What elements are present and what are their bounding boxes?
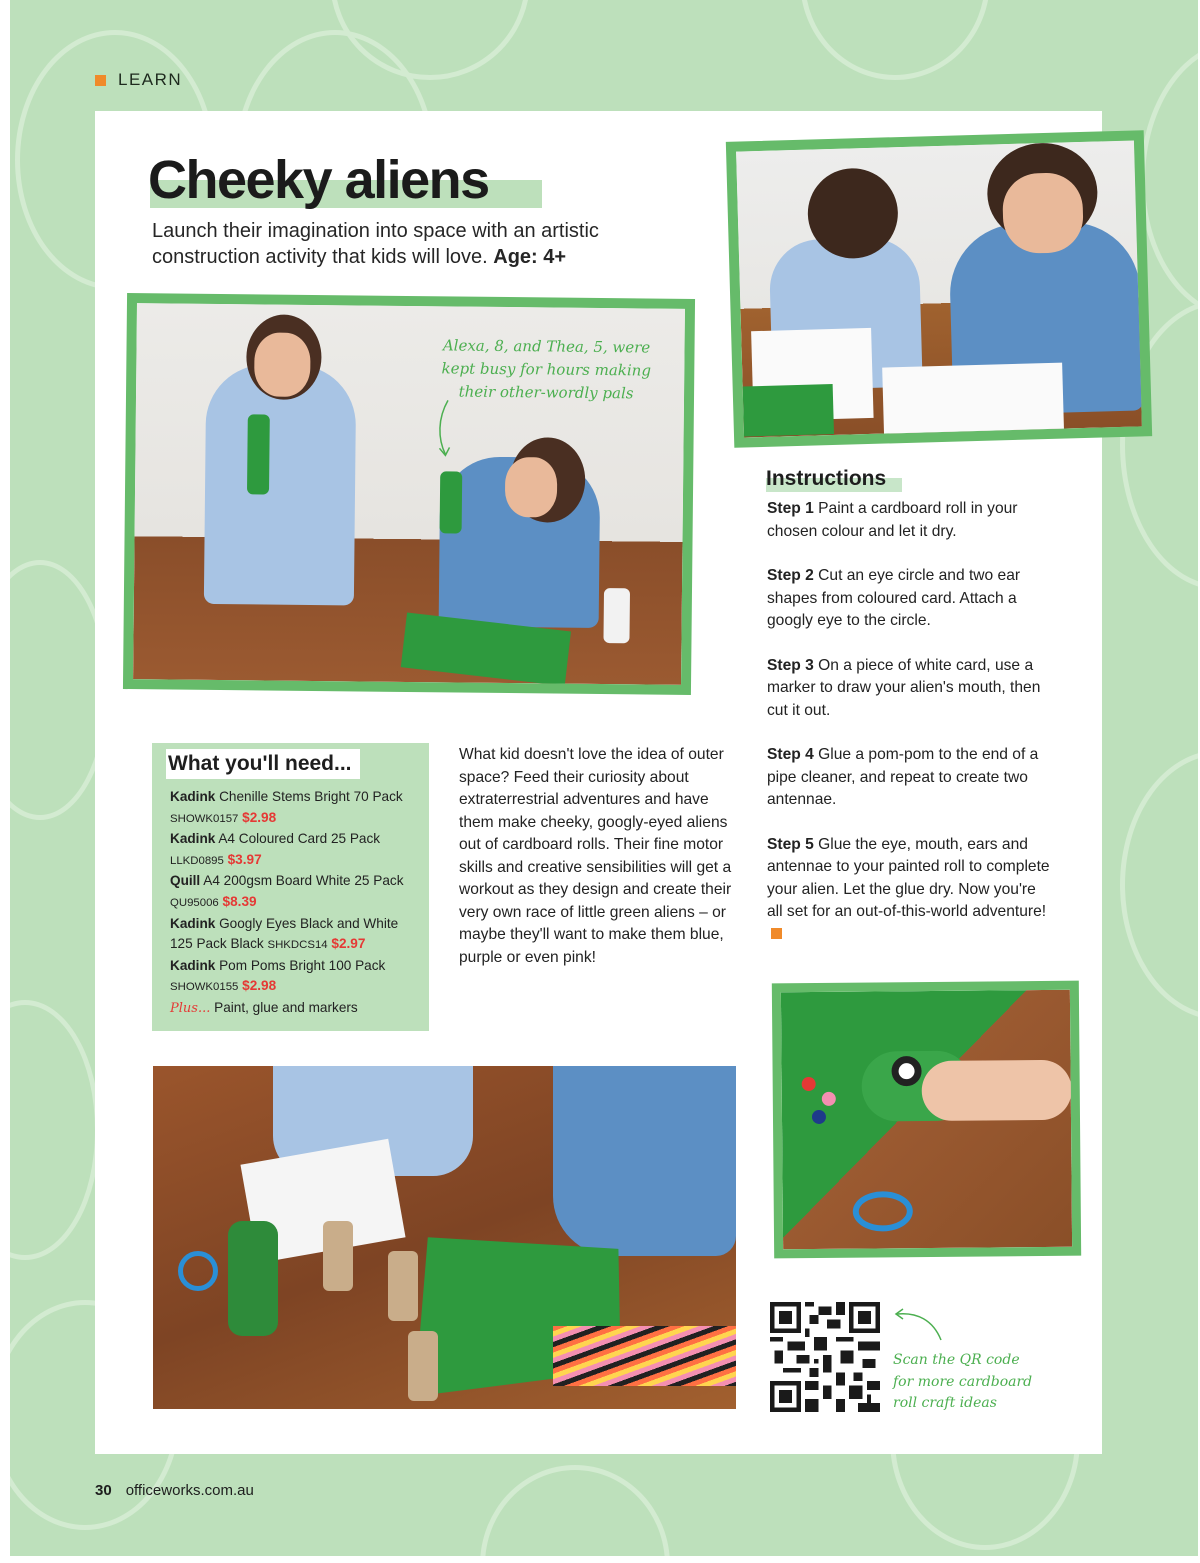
pipe-cleaners [553, 1326, 736, 1386]
step-label: Step 3 [767, 656, 814, 674]
section-label: LEARN [118, 70, 183, 89]
shopping-list-item [170, 787, 415, 829]
step-item [767, 834, 1052, 947]
item-name: Pom Poms Bright 100 Pack [219, 957, 386, 973]
girl-right-face [1002, 172, 1084, 254]
item-price: $3.97 [227, 851, 262, 867]
step-label: Step 4 [767, 746, 814, 763]
step-text: Paint a cardboard roll in your chosen colour and let it dry. [767, 500, 1018, 540]
decorative-ring [10, 1000, 100, 1260]
pom-pom [812, 1110, 826, 1124]
item-code: SHKDCS14 [267, 939, 328, 952]
age-label: Age: 4+ [493, 246, 567, 268]
plus-text: Paint, glue and markers [214, 999, 358, 1015]
qr-note-line: roll craft ideas [893, 1395, 997, 1411]
item-name: Googly Eyes Black and White 125 Pack Black [170, 915, 399, 952]
shopping-list-extra [170, 998, 415, 1020]
pom-pom [802, 1077, 816, 1091]
cardboard-roll [323, 1221, 353, 1291]
white-paper [882, 363, 1064, 438]
shopping-list-heading: What you'll need... [166, 749, 360, 779]
instructions-heading-block [766, 466, 886, 492]
caption-line: kept busy for hours making [441, 359, 652, 380]
instructions-steps [767, 498, 1052, 968]
item-brand: Kadink [170, 831, 216, 847]
top-right-photo [726, 130, 1152, 448]
bottom-right-photo [772, 981, 1081, 1259]
item-code: LLKD0895 [170, 854, 224, 867]
qr-code[interactable] [770, 1302, 880, 1412]
girl-right-face [505, 457, 558, 518]
green-card [743, 384, 834, 436]
step-item [767, 655, 1052, 723]
item-brand: Kadink [170, 957, 216, 973]
curved-arrow-icon [893, 1308, 945, 1342]
step-text: Cut an eye circle and two ear shapes from coloured card. Attach a googly eye to the circle. [767, 567, 1021, 629]
item-name: A4 200gsm Board White 25 Pack [203, 873, 404, 889]
title-block [148, 148, 489, 212]
qr-note [893, 1350, 1032, 1415]
step-text: Glue the eye, mouth, ears and antennae to your painted roll to complete your alien. Let the glue dry. Now you're all set for an out-of-this-world adventure! [767, 835, 1050, 920]
cardboard-roll [388, 1251, 418, 1321]
item-code: QU95006 [170, 896, 219, 909]
shopping-list-item [170, 871, 415, 913]
item-price: $2.97 [331, 936, 366, 952]
site-link[interactable]: officeworks.com.au [125, 1482, 254, 1499]
step-label: Step 2 [767, 567, 814, 584]
intro-text [152, 218, 692, 270]
caption-line: Alexa, 8, and Thea, 5, were [442, 336, 651, 357]
shopping-list [152, 743, 429, 1031]
cardboard-roll [408, 1331, 438, 1401]
child-right-figure [553, 1066, 736, 1256]
page-title: Cheeky aliens [148, 150, 489, 210]
scissors [853, 1191, 913, 1232]
green-paint-bottle [228, 1221, 278, 1336]
alien-craft-left [247, 414, 270, 494]
alien-craft-right [440, 471, 463, 533]
end-mark-icon [771, 928, 782, 939]
main-photo [123, 293, 695, 695]
shopping-list-item [170, 914, 415, 956]
qr-note-line: Scan the QR code [893, 1352, 1020, 1368]
googly-eye [891, 1056, 921, 1086]
plus-label: Plus... [170, 1000, 211, 1016]
decorative-ring [800, 0, 990, 80]
step-text: Glue a pom-pom to the end of a pipe cleaner, and repeat to create two antennae. [767, 746, 1039, 808]
item-name: Chenille Stems Bright 70 Pack [219, 789, 403, 804]
scissors [178, 1251, 218, 1291]
item-price: $8.39 [222, 893, 257, 909]
section-square-icon [95, 75, 106, 86]
caption-line: their other-wordly pals [458, 382, 634, 403]
step-label: Step 1 [767, 500, 814, 517]
curved-arrow-icon [433, 398, 458, 458]
step-item [767, 565, 1052, 633]
section-tag [95, 70, 182, 90]
shopping-list-item [170, 956, 415, 998]
instructions-heading: Instructions [766, 467, 887, 490]
bottom-left-photo [153, 1066, 736, 1409]
item-name: A4 Coloured Card 25 Pack [218, 831, 381, 847]
step-label: Step 5 [767, 835, 814, 853]
page-footer [95, 1482, 254, 1499]
item-code: SHOWK0155 [170, 981, 239, 994]
item-brand: Kadink [170, 789, 216, 804]
girl-left-face [254, 332, 311, 397]
item-price: $2.98 [242, 809, 277, 825]
page-number: 30 [95, 1482, 112, 1499]
child-hand [921, 1060, 1072, 1121]
item-price: $2.98 [242, 978, 277, 994]
item-brand: Kadink [170, 915, 216, 931]
decorative-ring [1140, 40, 1198, 320]
girl-left-figure [204, 364, 357, 606]
step-text: On a piece of white card, use a marker to draw your alien's mouth, then cut it out. [767, 656, 1041, 719]
intro-body: Launch their imagination into space with an artistic construction activity that kids will love. [152, 220, 599, 268]
step-item [767, 744, 1052, 812]
decorative-ring [1120, 750, 1198, 1020]
item-brand: Quill [170, 873, 201, 889]
step-item [767, 498, 1052, 543]
pom-pom [822, 1092, 836, 1106]
qr-note-line: for more cardboard [893, 1373, 1033, 1390]
photo-caption [426, 334, 667, 406]
item-code: SHOWK0157 [170, 812, 239, 825]
glue-bottle [603, 588, 630, 643]
shopping-list-item [170, 829, 415, 871]
decorative-ring [480, 1465, 670, 1556]
body-copy: What kid doesn't love the idea of outer space? Feed their curiosity about extraterrestrial adventures and have them make cheeky, googly-eyed aliens out of cardboard rolls. Their fine motor skills and creative sensibilities will get a workout as they design and create their very own race of little green aliens – or maybe they'll want to make them blue, purple or even pink! [459, 746, 732, 966]
